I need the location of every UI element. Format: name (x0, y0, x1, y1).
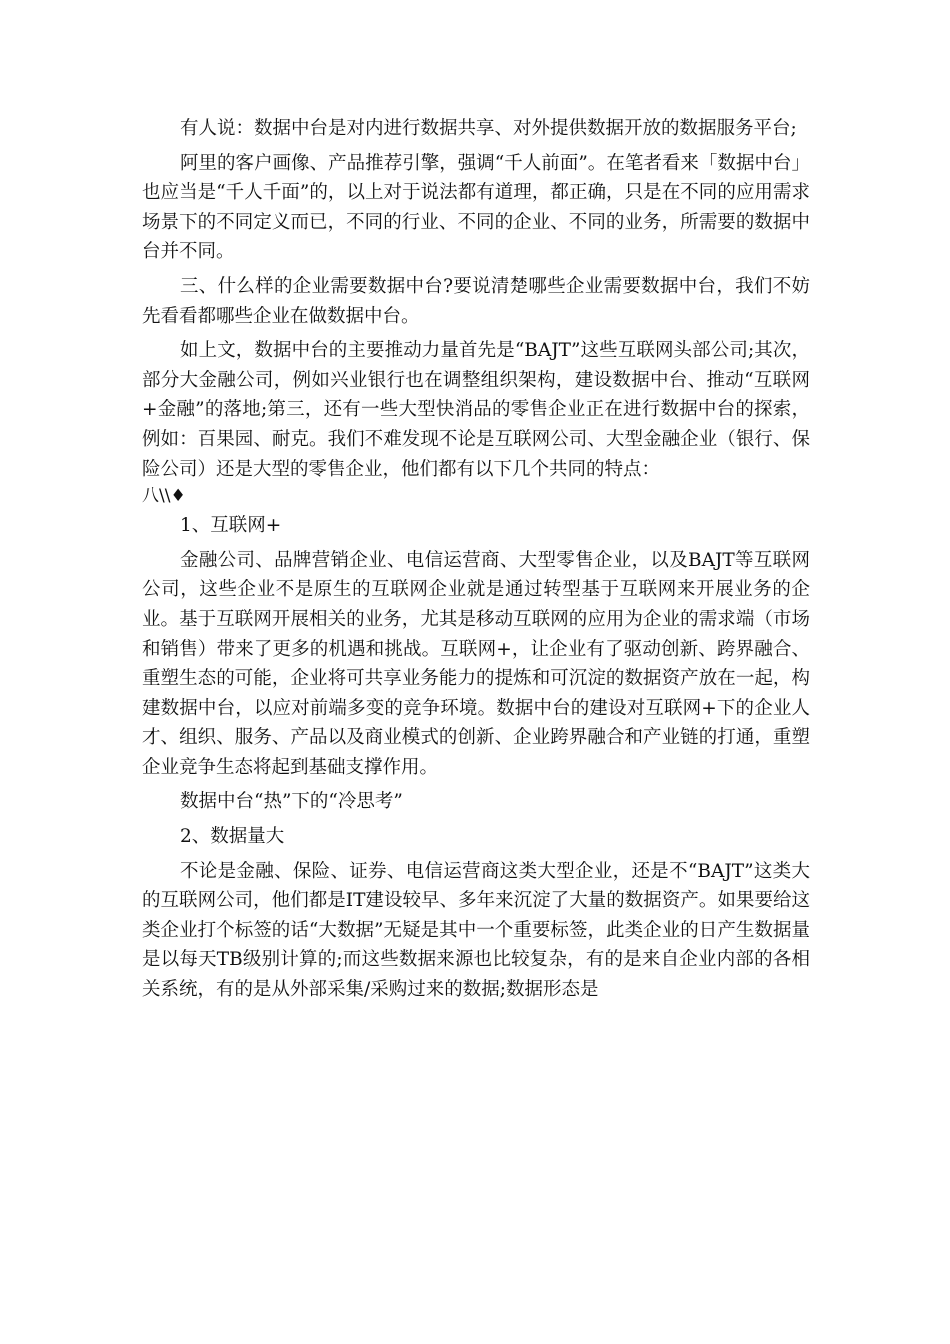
subtitle-cold-thinking: 数据中台“热”下的“冷思考” (180, 791, 403, 813)
paragraph-definition: 有人说：数据中台是对内进行数据共享、对外提供数据开放的数据服务平台; (180, 118, 797, 139)
paragraph-section-three: 三、什么样的企业需要数据中台?要说清楚哪些企业需要数据中台，我们不妨先看看都哪些企业在做数据中台。 (142, 275, 810, 327)
paragraph-data-volume: 不论是金融、保险、证券、电信运营商这类大型企业，还是不“BAJT”这类大的互联网公司，他们都是IT建设较早、多年来沉淀了大量的数据资产。如果要给这类企业打个标签的话“大数据”无疑是其中一个重要标签，此类企业的日产生数据量是以每天TB级别计算的;而这些数据来源也比较复杂，有的是来自企业内部的各相关系统，有的是从外部采集/采购过来的数据;数据形态是 (142, 860, 810, 1001)
paragraph-alibaba: 阿里的客户画像、产品推荐引擎，强调“千人前面”。在笔者看来「数据中台」也应当是“千人千面”的，以上对于说法都有道理，都正确，只是在不同的应用需求场景下的不同定义而已，不同的行业、不同的企业、不同的业务，所需要的数据中台并不同。 (142, 152, 810, 263)
section-heading-internet-plus: 1、互联网+ (180, 515, 282, 537)
document-body (142, 114, 810, 1010)
paragraph-internet-plus: 金融公司、品牌营销企业、电信运营商、大型零售企业，以及BAJT等互联网公司，这些企业不是原生的互联网企业就是通过转型基于互联网来开展业务的企业。基于互联网开展相关的业务，尤其是移动互联网的应用为企业的需求端（市场和销售）带来了更多的机遇和挑战。互联网+，让企业有了驱动创新、跨界融合、重塑生态的可能，企业将可共享业务能力的提炼和可沉淀的数据资产放在一起，构建数据中台，以应对前端多变的竞争环境。数据中台的建设对互联网+下的企业人才、组织、服务、产品以及商业模式的创新、企业跨界融合和产业链的打通，重塑企业竞争生态将起到基础支撑作用。 (142, 549, 810, 778)
paragraph-drivers: 如上文，数据中台的主要推动力量首先是“BAJT”这些互联网头部公司;其次，部分大金融公司，例如兴业银行也在调整组织架构，建设数据中台、推动“互联网+金融”的落地;第三，还有一些大型快消品的零售企业正在进行数据中台的探索，例如：百果园、耐克。我们不难发现不论是互联网公司、大型金融企业（银行、保险公司）还是大型的零售企业，他们都有以下几个共同的特点： (142, 340, 810, 480)
section-heading-data-volume: 2、数据量大 (180, 826, 285, 848)
garbled-glyph-line: 八\\♦ (142, 486, 186, 507)
